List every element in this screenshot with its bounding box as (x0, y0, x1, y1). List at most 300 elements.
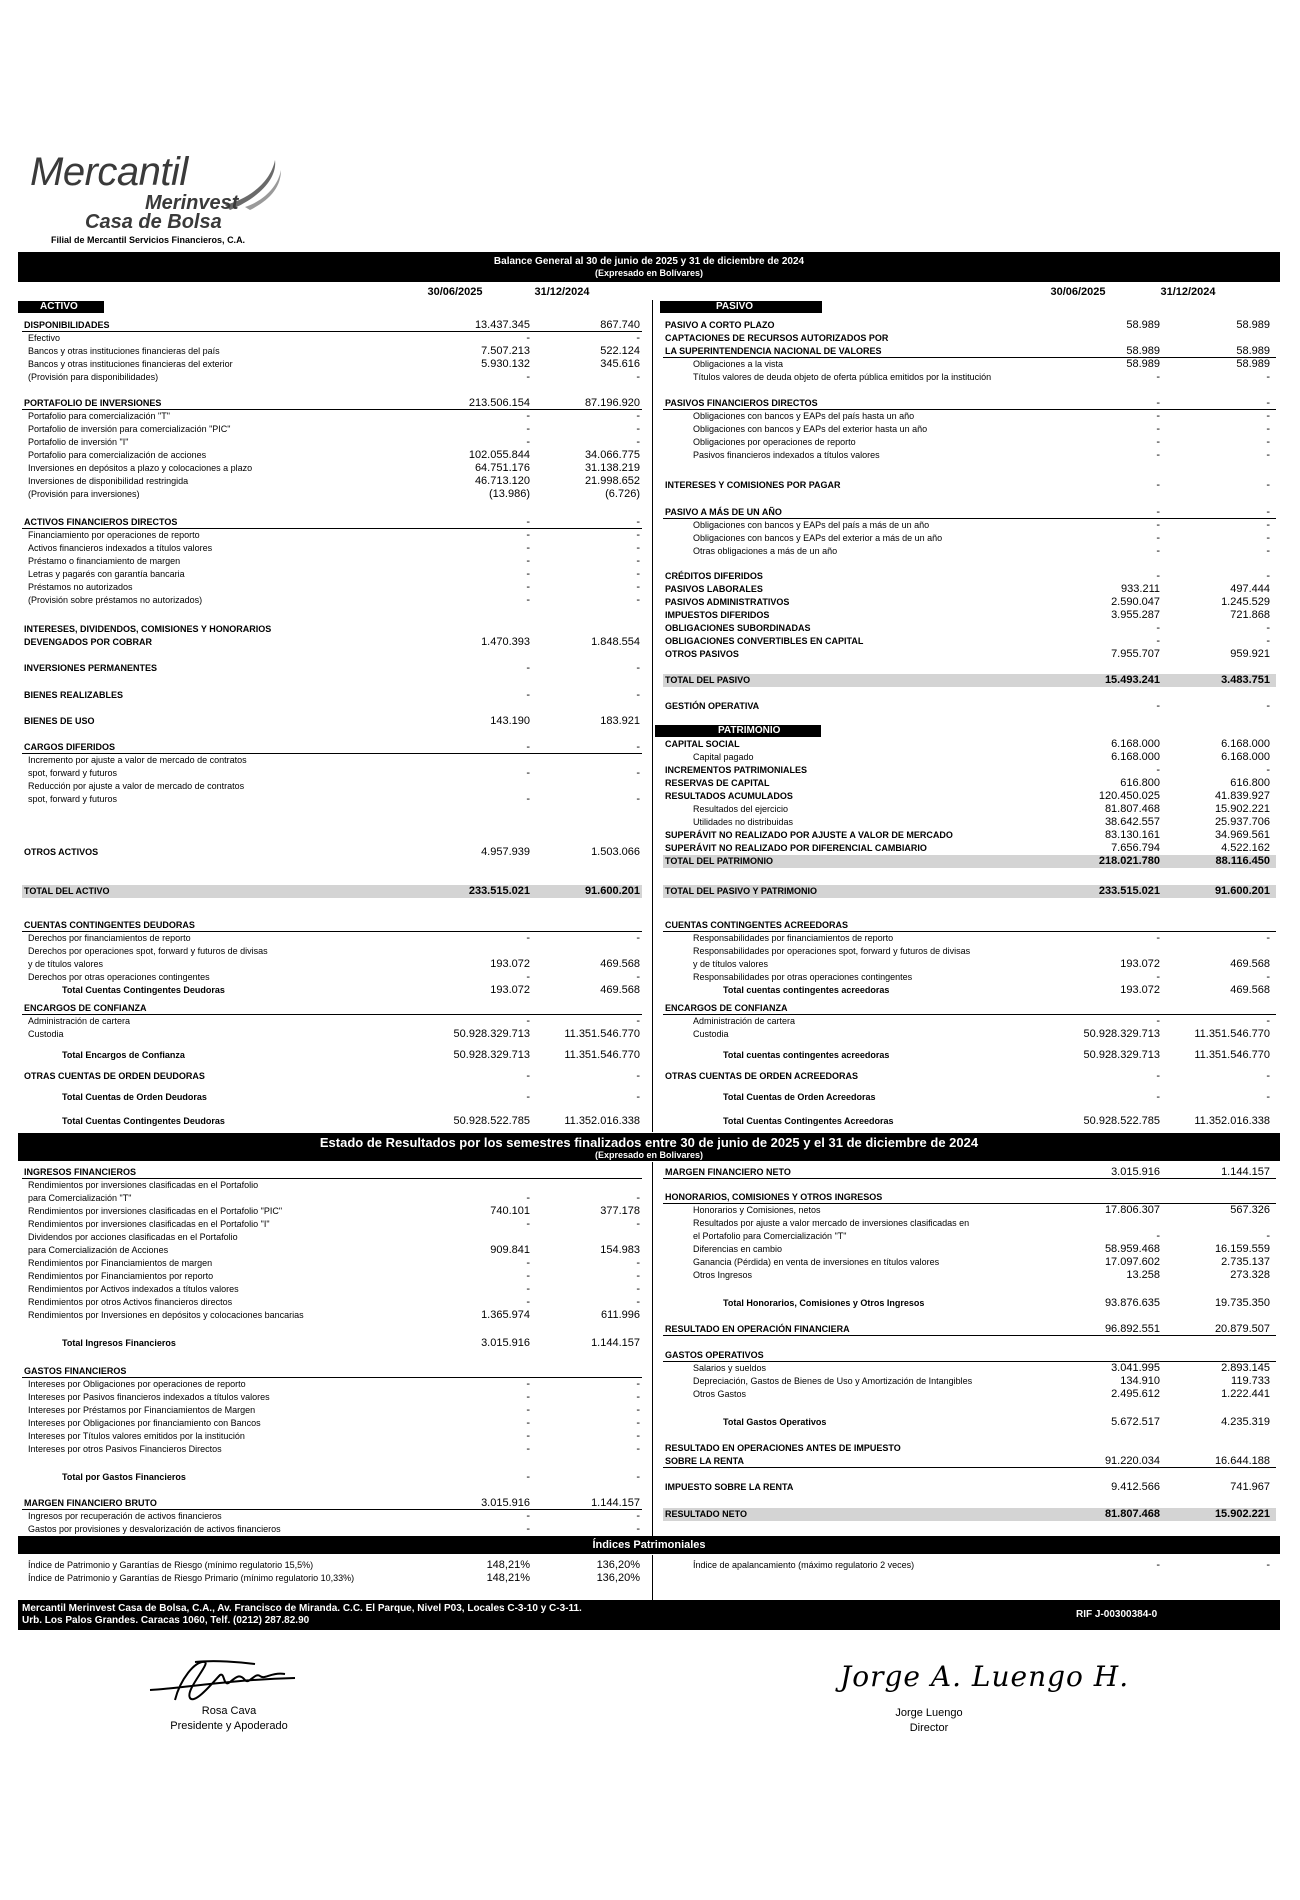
pasivo-row-value-v1: 933.211 (1121, 583, 1160, 595)
pasivo-row-value-v1: 2.590.047 (1111, 596, 1160, 608)
pasivo-row (663, 777, 1276, 790)
activo-row-value-v1: - (526, 568, 530, 580)
resultados-left-row-value-v1: - (526, 1296, 530, 1308)
activo-row-label: Total Cuentas Contingentes Deudoras (62, 1116, 225, 1126)
activo-row-label: Portafolio de inversión para comercialización "PIC" (28, 424, 231, 434)
activo-row-label: (Provisión para inversiones) (28, 489, 140, 499)
activo-row-value-v1: - (526, 1070, 530, 1082)
resultados-left-row-label: Intereses por otros Pasivos Financieros Directos (28, 1444, 222, 1454)
resultados-left-row-value-v2: - (636, 1283, 640, 1295)
balance-subtitle: (Expresado en Bolívares) (594, 268, 704, 278)
pasivo-row-value-v1: - (1156, 371, 1160, 383)
pasivo-row-value-v2: 41.839.927 (1214, 790, 1270, 802)
left-col1-header: 30/06/2025 (427, 286, 483, 298)
resultados-left-row-label: Total por Gastos Financieros (62, 1472, 186, 1482)
activo-row-label: Portafolio de inversión "I" (28, 437, 129, 447)
resultados-left-row (22, 1378, 642, 1391)
resultados-left-row (22, 1192, 642, 1205)
activo-row-label: Total Cuentas de Orden Deudoras (62, 1092, 207, 1102)
resultados-right-row-label: Otros Ingresos (693, 1270, 753, 1280)
pasivo-row-value-v2: 959.921 (1230, 648, 1270, 660)
activo-row-label: OTRAS CUENTAS DE ORDEN DEUDORAS (24, 1071, 205, 1081)
pasivo-row (663, 570, 1276, 583)
resultados-left-row (22, 1430, 642, 1443)
activo-row (22, 932, 642, 945)
resultados-left-row (22, 1443, 642, 1456)
activo-row-value-v1: - (526, 932, 530, 944)
activo-row-value-v2: (6.726) (605, 488, 640, 500)
pasivo-row-value-v2: 11.352.016.338 (1194, 1115, 1270, 1127)
activo-row-label: Reducción por ajuste a valor de mercado de contratos (28, 781, 245, 791)
pasivo-row (663, 932, 1276, 945)
activo-row-value-v2: - (636, 581, 640, 593)
resultados-right-row-value-v1: 5.672.517 (1111, 1416, 1160, 1428)
pasivo-row (663, 397, 1276, 410)
resultados-left-row-value-v2: - (636, 1510, 640, 1522)
activo-row-value-v1: 193.072 (490, 958, 530, 970)
pasivo-row-label: CAPTACIONES DE RECURSOS AUTORIZADOS POR (665, 333, 889, 343)
activo-row-label: Derechos por otras operaciones contingentes (28, 972, 210, 982)
resultados-right-row-label: Otros Gastos (693, 1389, 747, 1399)
resultados-right-row-value-v1: 96.892.551 (1104, 1323, 1160, 1335)
activo-row-value-v2: - (636, 793, 640, 805)
resultados-left-row-value-v1: - (526, 1257, 530, 1269)
pasivo-row-label: Total Cuentas Contingentes Acreedoras (723, 1116, 894, 1126)
pasivo-row-value-v1: - (1156, 971, 1160, 983)
footer-address-line2: Urb. Los Palos Grandes. Caracas 1060, Telf. (0212) 287.82.90 (22, 1615, 310, 1626)
pasivo-row-value-v2: 58.989 (1236, 345, 1270, 357)
pasivo-row-value-v1: - (1156, 1070, 1160, 1082)
resultados-left-row (22, 1471, 642, 1484)
activo-row-value-v2: 183.921 (600, 715, 640, 727)
activo-row-value-v1: - (526, 594, 530, 606)
pasivo-row-value-v1: 6.168.000 (1111, 738, 1160, 750)
activo-row-value-v1: - (526, 689, 530, 701)
resultados-left-row-value-v2: 1.144.157 (591, 1497, 640, 1509)
pasivo-row-value-v1: 38.642.557 (1104, 816, 1160, 828)
resultados-left-row-label: INGRESOS FINANCIEROS (24, 1167, 137, 1177)
resultados-left-row-value-v2: - (636, 1192, 640, 1204)
resultados-left-row-label: Ingresos por recuperación de activos financieros (28, 1511, 222, 1521)
resultados-right-row (663, 1217, 1276, 1230)
pasivo-row-value-v2: - (1266, 479, 1270, 491)
activo-row-label: Derechos por financiamientos de reporto (28, 933, 191, 943)
activo-row-value-v1: 50.928.522.785 (453, 1115, 530, 1127)
activo-row-value-v2: 1.848.554 (591, 636, 640, 648)
activo-row-value-v1: 193.072 (490, 984, 530, 996)
activo-row-value-v2: - (636, 529, 640, 541)
resultados-right-row (663, 1166, 1276, 1179)
activo-row-label: y de títulos valores (28, 959, 104, 969)
resultados-right-row (663, 1323, 1276, 1336)
results-column-divider (652, 1162, 653, 1536)
activo-row-label: DISPONIBILIDADES (24, 320, 110, 330)
pasivo-row-value-v1: - (1156, 1091, 1160, 1103)
pasivo-row-value-v2: 11.351.546.770 (1194, 1028, 1270, 1040)
resultados-left-row-label: Intereses por Títulos valores emitidos por la institución (28, 1431, 245, 1441)
resultados-right-row-label: RESULTADO NETO (665, 1509, 748, 1519)
balance-title-bar (18, 252, 1280, 282)
pasivo-row (663, 790, 1276, 803)
activo-row-label: Portafolio para comercialización de acciones (28, 450, 207, 460)
resultados-left-row-value-v1: - (526, 1471, 530, 1483)
indices-left-row (22, 1572, 642, 1585)
pasivo-row-value-v1: 58.989 (1126, 358, 1160, 370)
pasivo-row-value-v2: - (1266, 397, 1270, 409)
activo-row (22, 1115, 642, 1128)
activo-row-value-v1: 143.190 (490, 715, 530, 727)
activo-row (22, 623, 642, 636)
pasivo-row-value-v2: - (1266, 423, 1270, 435)
pasivo-row-value-v1: 83.130.161 (1104, 829, 1160, 841)
pasivo-row (663, 816, 1276, 829)
activo-row-value-v2: - (636, 371, 640, 383)
activo-row (22, 715, 642, 728)
pasivo-row-value-v1: 6.168.000 (1111, 751, 1160, 763)
pasivo-row-label: GESTIÓN OPERATIVA (665, 701, 760, 711)
pasivo-row (663, 436, 1276, 449)
resultados-left-row-value-v2: 377.178 (600, 1205, 640, 1217)
resultados-left-row-value-v2: 154.983 (600, 1244, 640, 1256)
pasivo-row-label: CRÉDITOS DIFERIDOS (665, 571, 763, 581)
results-subtitle: (Expresado en Bolivares) (594, 1150, 704, 1160)
activo-row-value-v1: - (526, 516, 530, 528)
activo-row (22, 568, 642, 581)
resultados-left-row-label: Intereses por Préstamos por Financiamientos de Margen (28, 1405, 256, 1415)
resultados-left-row-label: Rendimientos por Financiamientos por reporto (28, 1271, 214, 1281)
resultados-left-row (22, 1391, 642, 1404)
activo-row (22, 767, 642, 780)
logo-subtitle-casa-de-bolsa: Casa de Bolsa (85, 211, 222, 233)
pasivo-row-label: PASIVOS FINANCIEROS DIRECTOS (665, 398, 818, 408)
pasivo-row (663, 945, 1276, 958)
activo-row (22, 945, 642, 958)
pasivo-row-label: Obligaciones con bancos y EAPs del exterior hasta un año (693, 424, 928, 434)
pasivo-row-value-v2: - (1266, 971, 1270, 983)
activo-row-value-v2: 11.351.546.770 (564, 1028, 640, 1040)
activo-row (22, 462, 642, 475)
pasivo-row-label: IMPUESTOS DIFERIDOS (665, 610, 770, 620)
resultados-right-row (663, 1362, 1276, 1375)
activo-row (22, 332, 642, 345)
pasivo-row (663, 1015, 1276, 1028)
resultados-right-row-label: Total Honorarios, Comisiones y Otros Ingresos (723, 1298, 925, 1308)
activo-label: ACTIVO (18, 301, 104, 313)
pasivo-row-value-v1: - (1156, 519, 1160, 531)
activo-row-label: Préstamos no autorizados (28, 582, 133, 592)
activo-row-label: OTROS ACTIVOS (24, 847, 99, 857)
resultados-right-row (663, 1375, 1276, 1388)
pasivo-row-value-v1: - (1156, 479, 1160, 491)
activo-row-label: Derechos por operaciones spot, forward y futuros de divisas (28, 946, 268, 956)
activo-row (22, 780, 642, 793)
resultados-left-row-label: Intereses por Obligaciones por financiamiento con Bancos (28, 1418, 261, 1428)
resultados-left-row-label: para Comercialización de Acciones (28, 1245, 169, 1255)
pasivo-row-label: OTRAS CUENTAS DE ORDEN ACREEDORAS (665, 1071, 859, 1081)
resultados-right-row-label: MARGEN FINANCIERO NETO (665, 1167, 791, 1177)
pasivo-row-label: Custodia (693, 1029, 729, 1039)
resultados-left-row-value-v1: - (526, 1192, 530, 1204)
pasivo-row-label: Total cuentas contingentes acreedoras (723, 1050, 890, 1060)
activo-row-value-v2: - (636, 423, 640, 435)
resultados-right-row (663, 1204, 1276, 1217)
pasivo-row (663, 919, 1276, 932)
signature-left-role: Presidente y Apoderado (170, 1720, 288, 1732)
pasivo-row-value-v2: 11.351.546.770 (1194, 1049, 1270, 1061)
pasivo-row-value-v2: 91.600.201 (1214, 885, 1270, 897)
pasivo-row (663, 971, 1276, 984)
activo-row-value-v1: - (526, 581, 530, 593)
resultados-right-row-value-v2: - (1266, 1230, 1270, 1242)
indices-right-row-label: Índice de apalancamiento (máximo regulatorio 2 veces) (693, 1560, 915, 1570)
pasivo-row-label: TOTAL DEL PASIVO (665, 675, 751, 685)
pasivo-row-value-v1: - (1156, 932, 1160, 944)
activo-row-value-v1: 7.507.213 (481, 345, 530, 357)
activo-row-value-v1: - (526, 767, 530, 779)
activo-row-value-v2: - (636, 594, 640, 606)
results-title-bar (18, 1133, 1280, 1161)
resultados-right-row (663, 1508, 1276, 1521)
logo-wordmark: Mercantil (30, 150, 188, 194)
activo-row-value-v2: 21.998.652 (584, 475, 640, 487)
activo-row-value-v2: - (636, 741, 640, 753)
pasivo-row-value-v2: - (1266, 764, 1270, 776)
resultados-left-row-label: Rendimientos por Activos indexados a títulos valores (28, 1284, 239, 1294)
pasivo-row-value-v1: - (1156, 423, 1160, 435)
activo-row-value-v1: - (526, 555, 530, 567)
pasivo-row-label: INCREMENTOS PATRIMONIALES (665, 765, 808, 775)
activo-row (22, 423, 642, 436)
activo-row-value-v1: (13.986) (489, 488, 530, 500)
activo-row-value-v1: 46.713.120 (474, 475, 530, 487)
pasivo-row-value-v2: 1.245.529 (1221, 596, 1270, 608)
pasivo-row-label: PASIVO A MÁS DE UN AÑO (665, 507, 782, 517)
resultados-left-row (22, 1218, 642, 1231)
pasivo-row (663, 609, 1276, 622)
indices-right-row-value-v1: - (1156, 1559, 1160, 1571)
activo-row (22, 1091, 642, 1104)
pasivo-row-label: Obligaciones con bancos y EAPs del exterior a más de un año (693, 533, 943, 543)
resultados-left-row-value-v1: - (526, 1283, 530, 1295)
pasivo-row (663, 751, 1276, 764)
activo-row-label: (Provisión para disponibilidades) (28, 372, 159, 382)
activo-row (22, 793, 642, 806)
indices-left-row-label: Índice de Patrimonio y Garantías de Riesgo (mínimo regulatorio 15,5%) (28, 1560, 314, 1570)
activo-row-value-v2: - (636, 1070, 640, 1082)
activo-row (22, 436, 642, 449)
resultados-right-row-value-v1: 91.220.034 (1104, 1455, 1160, 1467)
pasivo-row-value-v1: 50.928.329.713 (1083, 1049, 1160, 1061)
activo-row-value-v1: 1.470.393 (481, 636, 530, 648)
pasivo-row (663, 674, 1276, 687)
resultados-right-row-value-v2: 273.328 (1230, 1269, 1270, 1281)
pasivo-row-value-v1: - (1156, 449, 1160, 461)
pasivo-row-label: RESERVAS DE CAPITAL (665, 778, 770, 788)
resultados-right-row-label: GASTOS OPERATIVOS (665, 1350, 764, 1360)
pasivo-row (663, 519, 1276, 532)
activo-row-label: Financiamiento por operaciones de reporto (28, 530, 200, 540)
pasivo-row (663, 596, 1276, 609)
pasivo-row-value-v1: - (1156, 764, 1160, 776)
pasivo-row-label: Responsabilidades por otras operaciones contingentes (693, 972, 913, 982)
resultados-right-row (663, 1442, 1276, 1455)
resultados-left-row (22, 1523, 642, 1536)
activo-row-label: Inversiones de disponibilidad restringida (28, 476, 189, 486)
pasivo-row-value-v2: - (1266, 519, 1270, 531)
activo-row-value-v1: 5.930.132 (481, 358, 530, 370)
indices-right-row (663, 1559, 1276, 1572)
pasivo-row (663, 648, 1276, 661)
resultados-right-row-value-v2: 15.902.221 (1214, 1508, 1270, 1520)
activo-row (22, 542, 642, 555)
indices-column-divider (652, 1555, 653, 1600)
pasivo-row-value-v1: - (1156, 700, 1160, 712)
pasivo-row-label: Títulos valores de deuda objeto de oferta pública emitidos por la institución (693, 372, 992, 382)
activo-row-label: Total Encargos de Confianza (62, 1050, 185, 1060)
activo-row-value-v2: 867.740 (600, 319, 640, 331)
pasivo-row-value-v2: - (1266, 371, 1270, 383)
resultados-left-row (22, 1283, 642, 1296)
pasivo-row (663, 1049, 1276, 1062)
footer-rif: RIF J-00300384-0 (1076, 1609, 1158, 1620)
pasivo-row (663, 423, 1276, 436)
pasivo-row-value-v2: 3.483.751 (1221, 674, 1270, 686)
pasivo-row-label: Responsabilidades por financiamientos de reporto (693, 933, 894, 943)
pasivo-row-label: OBLIGACIONES SUBORDINADAS (665, 623, 811, 633)
pasivo-row-value-v1: 50.928.522.785 (1083, 1115, 1160, 1127)
resultados-right-row-label: SOBRE LA RENTA (665, 1456, 745, 1466)
activo-row (22, 958, 642, 971)
activo-row-value-v2: - (636, 436, 640, 448)
pasivo-row (663, 855, 1276, 868)
activo-row-value-v1: 50.928.329.713 (453, 1049, 530, 1061)
pasivo-row-label: Otras obligaciones a más de un año (693, 546, 838, 556)
activo-row-label: Total Cuentas Contingentes Deudoras (62, 985, 225, 995)
pasivo-row-label: SUPERÁVIT NO REALIZADO POR DIFERENCIAL CAMBIARIO (665, 843, 927, 853)
activo-row-value-v1: - (526, 741, 530, 753)
pasivo-row-label: OBLIGACIONES CONVERTIBLES EN CAPITAL (665, 636, 864, 646)
resultados-left-row (22, 1417, 642, 1430)
activo-row-value-v2: 34.066.775 (584, 449, 640, 461)
pasivo-row-value-v1: - (1156, 506, 1160, 518)
activo-row-value-v2: - (636, 932, 640, 944)
activo-row-label: ACTIVOS FINANCIEROS DIRECTOS (24, 517, 178, 527)
activo-row-value-v2: - (636, 332, 640, 344)
pasivo-row-label: CUENTAS CONTINGENTES ACREEDORAS (665, 920, 849, 930)
resultados-left-row-value-v1: - (526, 1443, 530, 1455)
activo-row-value-v2: - (636, 767, 640, 779)
pasivo-row-label: Obligaciones con bancos y EAPs del país a más de un año (693, 520, 930, 530)
pasivo-row-value-v2: - (1266, 436, 1270, 448)
activo-row-label: DEVENGADOS POR COBRAR (24, 637, 153, 647)
resultados-right-row-label: RESULTADO EN OPERACIONES ANTES DE IMPUESTO (665, 1443, 901, 1453)
balance-column-divider (652, 300, 653, 1132)
activo-row-value-v1: - (526, 332, 530, 344)
activo-row (22, 1015, 642, 1028)
pasivo-row-value-v2: - (1266, 622, 1270, 634)
pasivo-row-value-v2: 469.568 (1230, 958, 1270, 970)
resultados-right-row-label: RESULTADO EN OPERACIÓN FINANCIERA (665, 1324, 850, 1334)
resultados-right-row-value-v1: 58.959.468 (1104, 1243, 1160, 1255)
activo-row-label: (Provisión sobre préstamos no autorizados) (28, 595, 203, 605)
resultados-left-row (22, 1231, 642, 1244)
activo-row-value-v2: - (636, 542, 640, 554)
resultados-right-row-label: Depreciación, Gastos de Bienes de Uso y Amortización de Intangibles (693, 1376, 973, 1386)
activo-row-value-v2: 87.196.920 (584, 397, 640, 409)
activo-row-value-v1: 13.437.345 (474, 319, 530, 331)
signature-right-name: Jorge Luengo (895, 1707, 963, 1719)
resultados-right-row-label: Resultados por ajuste a valor mercado de inversiones clasificadas en (693, 1218, 970, 1228)
activo-row-value-v2: 345.616 (600, 358, 640, 370)
resultados-left-row (22, 1404, 642, 1417)
resultados-right-row-label: HONORARIOS, COMISIONES Y OTROS INGRESOS (665, 1192, 883, 1202)
pasivo-row-value-v2: - (1266, 410, 1270, 422)
resultados-right-row-label: Diferencias en cambio (693, 1244, 783, 1254)
resultados-right-row (663, 1388, 1276, 1401)
indices-left-row-label: Índice de Patrimonio y Garantías de Riesgo Primario (mínimo regulatorio 10,33%) (28, 1573, 355, 1583)
activo-row (22, 475, 642, 488)
resultados-right-row-label: Total Gastos Operativos (723, 1417, 827, 1427)
activo-row-label: spot, forward y futuros (28, 794, 118, 804)
pasivo-row-label: CAPITAL SOCIAL (665, 739, 740, 749)
activo-row-value-v1: - (526, 793, 530, 805)
results-title: Estado de Resultados por los semestres finalizados entre 30 de junio de 2025 y el 31 de diciembre de 2024 (319, 1135, 979, 1150)
pasivo-row-label: RESULTADOS ACUMULADOS (665, 791, 793, 801)
resultados-left-row-value-v1: - (526, 1430, 530, 1442)
resultados-right-row-value-v2: 16.159.559 (1214, 1243, 1270, 1255)
indices-right-row-value-v2: - (1266, 1559, 1270, 1571)
activo-row-value-v2: 31.138.219 (584, 462, 640, 474)
resultados-left-row (22, 1497, 642, 1510)
activo-row-label: Préstamo o financiamiento de margen (28, 556, 181, 566)
indices-title-bar: Índices Patrimoniales (18, 1536, 1280, 1554)
pasivo-row-label: Capital pagado (693, 752, 754, 762)
resultados-left-row-value-v1: 3.015.916 (481, 1337, 530, 1349)
resultados-right-row (663, 1297, 1276, 1310)
signature-rosa-cava (145, 1650, 305, 1710)
resultados-left-row (22, 1296, 642, 1309)
indices-left-row-value-v2: 136,20% (596, 1559, 640, 1571)
pasivo-row-label: PASIVOS ADMINISTRATIVOS (665, 597, 790, 607)
pasivo-row-value-v2: - (1266, 1070, 1270, 1082)
resultados-right-row-value-v2: 1.144.157 (1221, 1166, 1270, 1178)
activo-row-label: Efectivo (28, 333, 61, 343)
logo-subtitle-merinvest: Merinvest (145, 192, 239, 214)
resultados-left-row-value-v2: - (636, 1523, 640, 1535)
activo-row-value-v1: - (526, 410, 530, 422)
resultados-right-row-value-v2: 1.222.441 (1221, 1388, 1270, 1400)
resultados-right-row-value-v1: 9.412.566 (1111, 1481, 1160, 1493)
resultados-right-row-value-v1: 2.495.612 (1111, 1388, 1160, 1400)
activo-row-value-v2: 91.600.201 (584, 885, 640, 897)
pasivo-row (663, 764, 1276, 777)
pasivo-row (663, 829, 1276, 842)
activo-row-value-v1: - (526, 423, 530, 435)
activo-row-value-v1: - (526, 371, 530, 383)
pasivo-row (663, 984, 1276, 997)
activo-row (22, 662, 642, 675)
activo-row (22, 636, 642, 649)
resultados-right-row (663, 1269, 1276, 1282)
pasivo-row-value-v2: - (1266, 635, 1270, 647)
resultados-left-row (22, 1179, 642, 1192)
pasivo-row-value-v1: 193.072 (1120, 958, 1160, 970)
resultados-left-row-label: MARGEN FINANCIERO BRUTO (24, 1498, 157, 1508)
activo-row-value-v2: - (636, 689, 640, 701)
pasivo-row (663, 345, 1276, 358)
pasivo-row (663, 506, 1276, 519)
activo-row-value-v2: 11.352.016.338 (564, 1115, 640, 1127)
